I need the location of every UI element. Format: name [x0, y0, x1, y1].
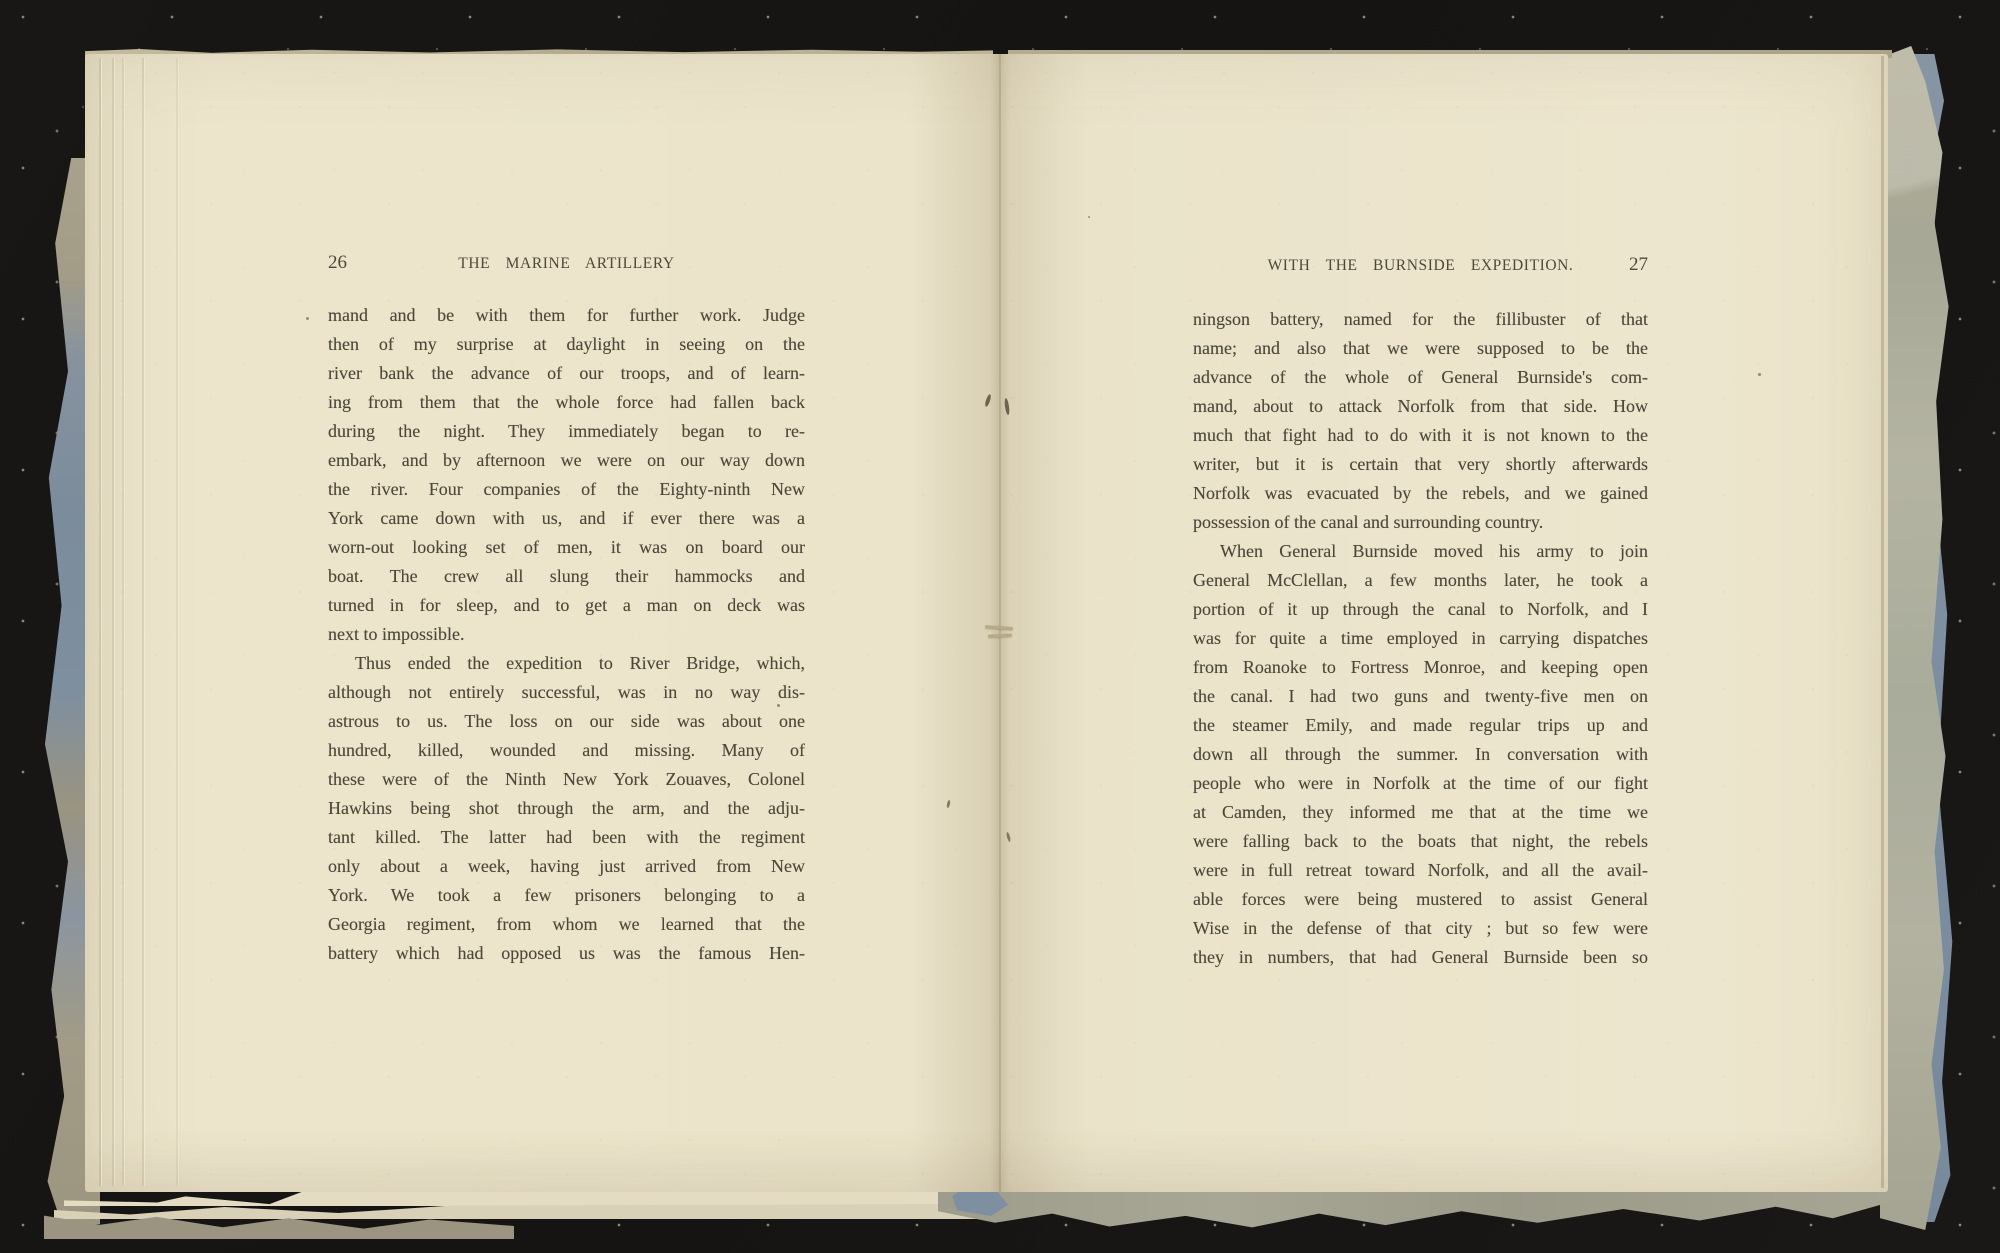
text-line: advance of the whole of General Burnside's com-	[1193, 367, 1648, 387]
text-line: during the night. They immediately began to re-	[328, 421, 805, 441]
paper-surface	[85, 54, 1888, 1192]
text-line: ningson battery, named for the fillibuster of that	[1193, 309, 1648, 329]
text-line: hundred, killed, wounded and missing. Many of	[328, 740, 805, 760]
bottom-worn-paper-edge	[938, 1186, 1890, 1232]
right-page-edge-line	[1881, 56, 1884, 1188]
text-line: boat. The crew all slung their hammocks and	[328, 566, 805, 586]
text-line: the canal. I had two guns and twenty-five men on	[1193, 686, 1648, 706]
left-page	[328, 252, 805, 968]
text-line: battery which had opposed us was the famous Hen-	[328, 943, 805, 963]
text-line: turned in for sleep, and to get a man on deck was	[328, 595, 805, 615]
text-line: Norfolk was evacuated by the rebels, and we gained	[1193, 483, 1648, 503]
text-line: York came down with us, and if ever there was a	[328, 508, 805, 528]
text-line: portion of it up through the canal to Norfolk, and I	[1193, 599, 1648, 619]
text-line: mand, about to attack Norfolk from that side. How	[1193, 396, 1648, 416]
book-gutter	[990, 54, 1010, 1192]
text-line: name; and also that we were supposed to be the	[1193, 338, 1648, 358]
text-line: Georgia regiment, from whom we learned that the	[328, 914, 805, 934]
text-line: ing from them that the whole force had fallen back	[328, 392, 805, 412]
right-page	[1193, 254, 1648, 972]
text-line: tant killed. The latter had been with the regiment	[328, 827, 805, 847]
text-line: people who were in Norfolk at the time of our fight	[1193, 773, 1648, 793]
text-line: these were of the Ninth New York Zouaves, Colonel	[328, 769, 805, 789]
text-line: writer, but it is certain that very shortly afterwards	[1193, 454, 1648, 474]
running-title-left: THE MARINE ARTILLERY	[458, 255, 675, 272]
text-line: down all through the summer. In conversation with	[1193, 744, 1648, 764]
bottom-page-stack-edge	[54, 1204, 1002, 1219]
book-spread	[85, 54, 1888, 1192]
right-page-text	[1193, 305, 1648, 972]
text-line: worn-out looking set of men, it was on board our	[328, 537, 805, 557]
text-line: much that fight had to do with it is not known to the	[1193, 425, 1648, 445]
text-line: next to impossible.	[328, 624, 465, 644]
text-line: Wise in the defense of that city ; but so few were	[1193, 918, 1648, 938]
right-page-header	[1193, 254, 1648, 276]
left-page-text	[328, 301, 805, 968]
text-line: mand and be with them for further work. Judge	[328, 305, 805, 325]
right-worn-paper-edge	[1880, 46, 1958, 1230]
text-line: Thus ended the expedition to River Bridge, which,	[355, 653, 805, 673]
page-crease	[99, 58, 101, 1186]
text-line: astrous to us. The loss on our side was about one	[328, 711, 805, 731]
text-line: river bank the advance of our troops, and of learn-	[328, 363, 805, 383]
text-line: only about a week, having just arrived from New	[328, 856, 805, 876]
page-crease	[122, 58, 124, 1186]
text-line: was for quite a time employed in carrying dispatches	[1193, 628, 1648, 648]
text-line: General McClellan, a few months later, he took a	[1193, 570, 1648, 590]
text-line: When General Burnside moved his army to join	[1220, 541, 1648, 561]
page-number-right: 27	[1629, 254, 1648, 275]
page-number-left: 26	[328, 252, 347, 273]
paper-fleck	[1758, 373, 1761, 376]
running-title-right: WITH THE BURNSIDE EXPEDITION.	[1267, 257, 1574, 274]
text-line: were in full retreat toward Norfolk, and all the avail-	[1193, 860, 1648, 880]
text-line: the steamer Emily, and made regular trips up and	[1193, 715, 1648, 735]
text-line: embark, and by afternoon we were on our way down	[328, 450, 805, 470]
text-line: were falling back to the boats that night, the rebels	[1193, 831, 1648, 851]
paper-fleck	[1088, 216, 1090, 218]
paper-fleck	[306, 317, 309, 320]
text-line: then of my surprise at daylight in seeing on the	[328, 334, 805, 354]
text-line: the river. Four companies of the Eighty-ninth New	[328, 479, 805, 499]
text-line: Hawkins being shot through the arm, and the adju-	[328, 798, 805, 818]
text-line: possession of the canal and surrounding country.	[1193, 512, 1544, 532]
bottom-page-stack-edge	[64, 1190, 998, 1206]
text-line: they in numbers, that had General Burnside been so	[1193, 947, 1648, 967]
text-line: able forces were being mustered to assist General	[1193, 889, 1648, 909]
text-line: at Camden, they informed me that at the time we	[1193, 802, 1648, 822]
text-line: York. We took a few prisoners belonging to a	[328, 885, 805, 905]
text-line: from Roanoke to Fortress Monroe, and keeping open	[1193, 657, 1648, 677]
page-crease	[176, 58, 178, 1186]
left-page-header	[328, 252, 805, 274]
page-crease	[142, 58, 144, 1186]
page-crease	[112, 58, 114, 1186]
text-line: although not entirely successful, was in no way dis-	[328, 682, 805, 702]
